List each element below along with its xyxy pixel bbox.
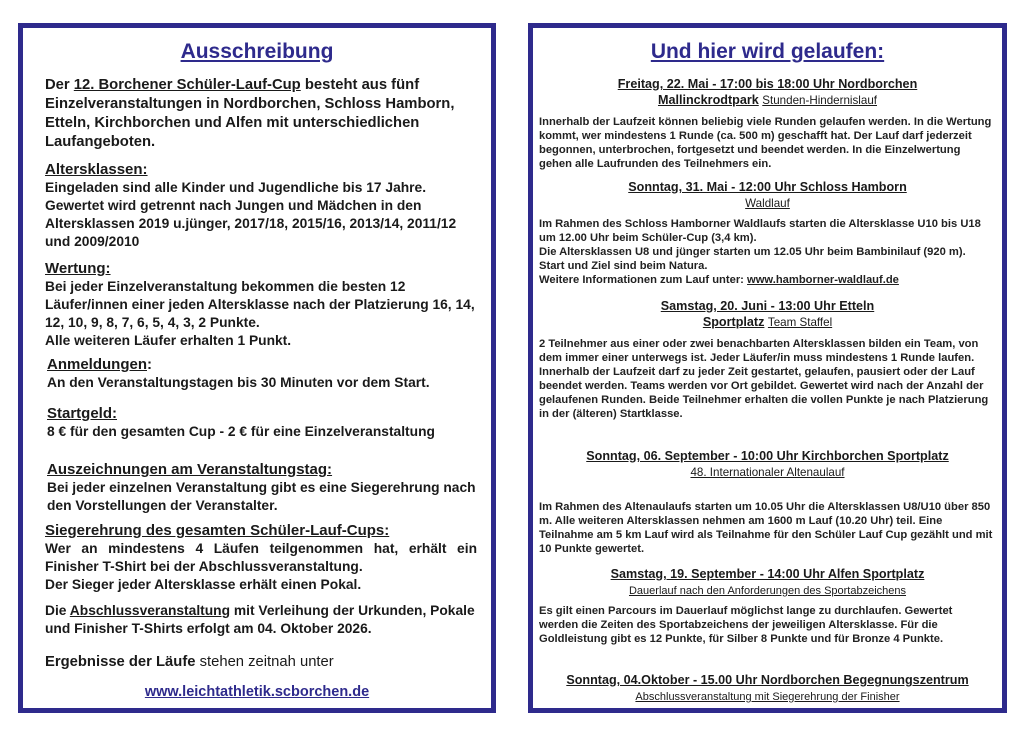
altersklassen-section (45, 161, 477, 251)
event-2-body-3 (539, 273, 994, 287)
event-5-type: Dauerlauf nach den Anforderungen des Sportabzeichens (628, 585, 907, 597)
auszeichnungen-section (47, 461, 477, 515)
anmeldungen-heading-row (47, 356, 477, 374)
event-6-header (533, 672, 1002, 705)
altersklassen-text: Eingeladen sind alle Kinder und Jugendliche bis 17 Jahre. Gewertet wird getrennt nach Jungen und Mädchen in den Altersklassen 2019 u.jünger, 2017/18, 2015/16, 2013/14, 2011/12 und 2009/2010 (45, 180, 457, 249)
event-3-date: Samstag, 20. Juni - 13:00 Uhr Etteln (660, 299, 875, 313)
event-2-type: Waldlauf (745, 197, 790, 210)
event-2-body (539, 217, 994, 287)
wertung-text-2: Alle weiteren Läufer erhalten 1 Punkt. (45, 333, 292, 348)
abschluss-suffix: mit Verleihung der Urkunden, Pokale und Finisher T-Shirts erfolgt am 04. Oktober 2026. (45, 603, 475, 636)
event-2-header (533, 179, 1002, 212)
event-5-date: Samstag, 19. September - 14:00 Uhr Alfen Sportplatz (610, 567, 925, 581)
siegerehrung-heading: Siegerehrung des gesamten Schüler-Lauf-Cups: (45, 522, 390, 539)
website-link[interactable]: www.leichtathletik.scborchen.de (144, 684, 370, 700)
intro-paragraph (45, 76, 477, 152)
event-2-body-1: Im Rahmen des Schloss Hamborner Waldlaufs starten die Altersklasse U10 bis U18 um 12.00 Uhr beim Schüler-Cup (3,4 km). (539, 218, 981, 244)
event-2-date: Sonntag, 31. Mai - 12:00 Uhr Schloss Hamborn (628, 180, 907, 194)
wertung-text: Bei jeder Einzelveranstaltung bekommen die besten 12 Läufer/innen einer jeden Altersklasse nach der Platzierung 16, 14, 12, 10, 9, 8, 7, 6, 5, 4, 3, 2 Punkte. (45, 279, 475, 330)
event-6-date: Sonntag, 04.Oktober - 15.00 Uhr Nordborchen Begegnungszentrum (566, 673, 969, 687)
wertung-heading: Wertung: (45, 260, 111, 277)
ergebnisse-rest: stehen zeitnah unter (195, 654, 334, 670)
event-4-date: Sonntag, 06. September - 10:00 Uhr Kirchborchen Sportplatz (586, 449, 949, 463)
wertung-section (45, 260, 477, 350)
event-3-header (533, 298, 1002, 331)
event-3-type: Team Staffel (767, 316, 833, 329)
event-4-header (533, 448, 1002, 481)
event-2-link[interactable]: www.hamborner-waldlauf.de (747, 274, 899, 286)
anmeldungen-colon: : (147, 356, 152, 373)
abschluss-paragraph (45, 602, 477, 638)
left-panel-title: Ausschreibung (180, 40, 334, 63)
event-2-info-label: Weitere Informationen zum Lauf unter: (539, 274, 748, 286)
ergebnisse-bold: Ergebnisse der Läufe (45, 654, 196, 670)
siegerehrung-line-3: Der Sieger jeder Altersklasse erhält einen Pokal. (45, 577, 362, 592)
abschluss-prefix: Die (45, 603, 70, 618)
siegerehrung-line-2: Finisher T-Shirt bei der Abschlussveranstaltung. (45, 559, 363, 574)
siegerehrung-section (45, 522, 477, 594)
event-1-body: Innerhalb der Laufzeit können beliebig viele Runden gelaufen werden. In die Wertung kommt, wer mindestens 1 Runde (ca. 500 m) geschafft hat. Der Lauf darf jederzeit begonnen, unterbrochen, fortgesetzt und beendet werden. In die Einzelwertung gehen alle Laufrunden des Teilnehmers ein. (539, 116, 992, 170)
right-panel-events (528, 23, 1007, 713)
event-5-body: Es gilt einen Parcours im Dauerlauf möglichst lange zu durchlaufen. Gewertet werden die Zeiten des Sportabzeichens der jeweiligen Altersklasse. Für die Goldleistung gibt es 12 Punkte, für Silber 8 Punkte und für Bronze 4 Punkte. (539, 605, 953, 645)
event-1-date: Freitag, 22. Mai - 17:00 bis 18:00 Uhr Nordborchen (617, 77, 918, 91)
event-1-header (533, 76, 1002, 109)
cup-name: 12. Borchener Schüler-Lauf-Cup (73, 77, 301, 93)
anmeldungen-text: An den Veranstaltungstagen bis 30 Minuten vor dem Start. (47, 375, 430, 390)
intro-prefix: Der (45, 77, 74, 93)
event-5-header (533, 566, 1002, 599)
event-1-type: Stunden-Hindernislauf (762, 94, 877, 107)
event-4-body: Im Rahmen des Altenaulaufs starten um 10.05 Uhr die Altersklassen U8/U10 über 850 m. Alle weiteren Altersklassen nehmen am 1600 m Lauf (10.20 Uhr) teil. Eine Teilnahme am 5 km Lauf wird als Teilnahme für den Schüler Lauf Cup gezählt und mit 10 Punkte gewertet. (539, 501, 993, 555)
right-panel-title: Und hier wird gelaufen: (650, 40, 885, 63)
startgeld-text: 8 € für den gesamten Cup - 2 € für eine Einzelveranstaltung (47, 424, 435, 439)
startgeld-section (47, 405, 477, 441)
altersklassen-heading: Altersklassen: (45, 161, 148, 178)
event-2-body-2: Die Altersklassen U8 und jünger starten um 12.05 Uhr beim Bambinilauf (920 m). Start und Ziel sind beim Natura. (539, 246, 966, 272)
event-1-location: Mallinckrodtpark (657, 93, 759, 107)
abschluss-keyword: Abschlussveranstaltung (69, 603, 231, 618)
event-6-type: Abschlussveranstaltung mit Siegerehrung der Finisher (635, 691, 900, 703)
left-panel-ausschreibung (18, 23, 496, 713)
auszeichnungen-text: Bei jeder einzelnen Veranstaltung gibt es eine Siegerehrung nach den Vorstellungen der Veranstalter. (47, 480, 476, 513)
ergebnisse-paragraph (45, 653, 477, 671)
event-3-location: Sportplatz (702, 315, 765, 329)
siegerehrung-line-1: Wer an mindestens 4 Läufen teilgenommen hat, erhält ein (45, 541, 477, 556)
intro-suffix: besteht aus fünf Einzelveranstaltungen in Nordborchen, Schloss Hamborn, Etteln, Kirchborchen und Alfen mit unterschiedlichen Laufangeboten. (45, 77, 455, 150)
startgeld-heading: Startgeld: (47, 405, 118, 422)
event-3-body: 2 Teilnehmer aus einer oder zwei benachbarten Altersklassen bilden ein Team, von dem immer einer unterwegs ist. Jeder Läufer/in muss mindestens 1 Runde laufen. Innerhalb der Laufzeit darf zu jeder Zeit gestartet, gelaufen, pausiert oder der Lauf beendet werden. Teams werden vor Ort gebildet. Gewertet wird nach der Anzahl der gelaufenen Runden. Beide Teilnehmer erhalten die vollen Punkte je nach Platzierung in der (älteren) Startklasse. (539, 338, 989, 420)
anmeldungen-section (47, 356, 477, 392)
event-4-type: 48. Internationaler Altenaulauf (690, 466, 845, 479)
anmeldungen-heading: Anmeldungen (47, 356, 147, 373)
auszeichnungen-heading: Auszeichnungen am Veranstaltungstag: (47, 461, 333, 478)
